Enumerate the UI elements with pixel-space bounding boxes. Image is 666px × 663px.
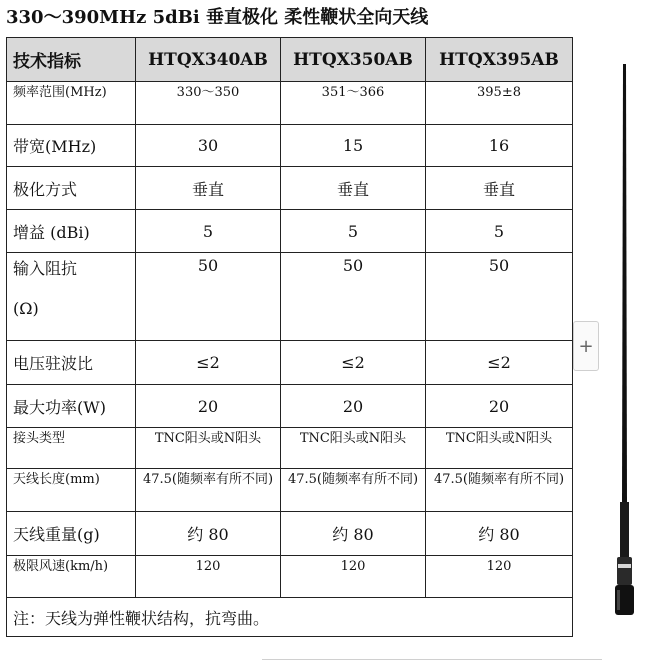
row-label: 天线重量(g) bbox=[7, 512, 136, 556]
row-label: 极限风速(km/h) bbox=[7, 556, 136, 598]
antenna-image bbox=[596, 62, 656, 622]
row-label-unit: (Ω) bbox=[13, 299, 39, 318]
column-header: HTQX350AB bbox=[281, 38, 426, 82]
table-cell: ≤2 bbox=[426, 341, 573, 385]
table-cell: 395±8 bbox=[426, 82, 573, 125]
row-label-cell bbox=[7, 253, 136, 341]
table-row bbox=[7, 125, 573, 167]
table-cell: TNC阳头或N阳头 bbox=[281, 428, 426, 469]
table-cell: 20 bbox=[281, 385, 426, 428]
table-cell: 351～366 bbox=[281, 82, 426, 125]
column-header: HTQX395AB bbox=[426, 38, 573, 82]
table-row bbox=[7, 512, 573, 556]
table-cell: 约 80 bbox=[426, 512, 573, 556]
table-row bbox=[7, 253, 573, 341]
table-cell: 47.5(随频率有所不同) bbox=[136, 469, 281, 512]
row-label: 输入阻抗 bbox=[13, 259, 78, 278]
table-cell: 5 bbox=[426, 210, 573, 253]
table-cell: 5 bbox=[281, 210, 426, 253]
table-cell: TNC阳头或N阳头 bbox=[426, 428, 573, 469]
row-label: 带宽(MHz) bbox=[7, 125, 136, 167]
table-row bbox=[7, 210, 573, 253]
table-note-row bbox=[7, 598, 573, 637]
table-cell: ≤2 bbox=[281, 341, 426, 385]
table-cell: 120 bbox=[136, 556, 281, 598]
table-cell: 30 bbox=[136, 125, 281, 167]
table-cell: 约 80 bbox=[136, 512, 281, 556]
row-label: 天线长度(mm) bbox=[7, 469, 136, 512]
table-cell: 50 bbox=[426, 253, 573, 341]
table-row bbox=[7, 385, 573, 428]
table-cell: 120 bbox=[281, 556, 426, 598]
table-cell: 50 bbox=[136, 253, 281, 341]
row-label: 电压驻波比 bbox=[7, 341, 136, 385]
table-cell: 15 bbox=[281, 125, 426, 167]
table-row bbox=[7, 428, 573, 469]
divider bbox=[262, 659, 602, 660]
row-label: 极化方式 bbox=[7, 167, 136, 210]
table-cell: 120 bbox=[426, 556, 573, 598]
zoom-in-button[interactable]: + bbox=[573, 321, 599, 371]
table-cell: 5 bbox=[136, 210, 281, 253]
table-note: 注：天线为弹性鞭状结构，抗弯曲。 bbox=[7, 598, 573, 637]
table-header-row bbox=[7, 38, 573, 82]
table-cell: 330～350 bbox=[136, 82, 281, 125]
table-cell: 50 bbox=[281, 253, 426, 341]
table-row bbox=[7, 556, 573, 598]
table-cell: 垂直 bbox=[426, 167, 573, 210]
table-cell: ≤2 bbox=[136, 341, 281, 385]
table-cell: 47.5(随频率有所不同) bbox=[281, 469, 426, 512]
table-row bbox=[7, 469, 573, 512]
table-cell: 20 bbox=[426, 385, 573, 428]
table-cell: 16 bbox=[426, 125, 573, 167]
table-row bbox=[7, 82, 573, 125]
row-label: 最大功率(W) bbox=[7, 385, 136, 428]
column-header: 技术指标 bbox=[7, 38, 136, 82]
table-cell: 47.5(随频率有所不同) bbox=[426, 469, 573, 512]
table-cell: 20 bbox=[136, 385, 281, 428]
table-row bbox=[7, 341, 573, 385]
page-title: 330～390MHz 5dBi 垂直极化 柔性鞭状全向天线 bbox=[6, 7, 429, 28]
spec-table bbox=[6, 37, 573, 637]
row-label: 接头类型 bbox=[7, 428, 136, 469]
table-cell: TNC阳头或N阳头 bbox=[136, 428, 281, 469]
table-cell: 约 80 bbox=[281, 512, 426, 556]
table-cell: 垂直 bbox=[136, 167, 281, 210]
table-row bbox=[7, 167, 573, 210]
column-header: HTQX340AB bbox=[136, 38, 281, 82]
table-cell: 垂直 bbox=[281, 167, 426, 210]
row-label: 增益 (dBi) bbox=[7, 210, 136, 253]
row-label: 频率范围(MHz) bbox=[7, 82, 136, 125]
